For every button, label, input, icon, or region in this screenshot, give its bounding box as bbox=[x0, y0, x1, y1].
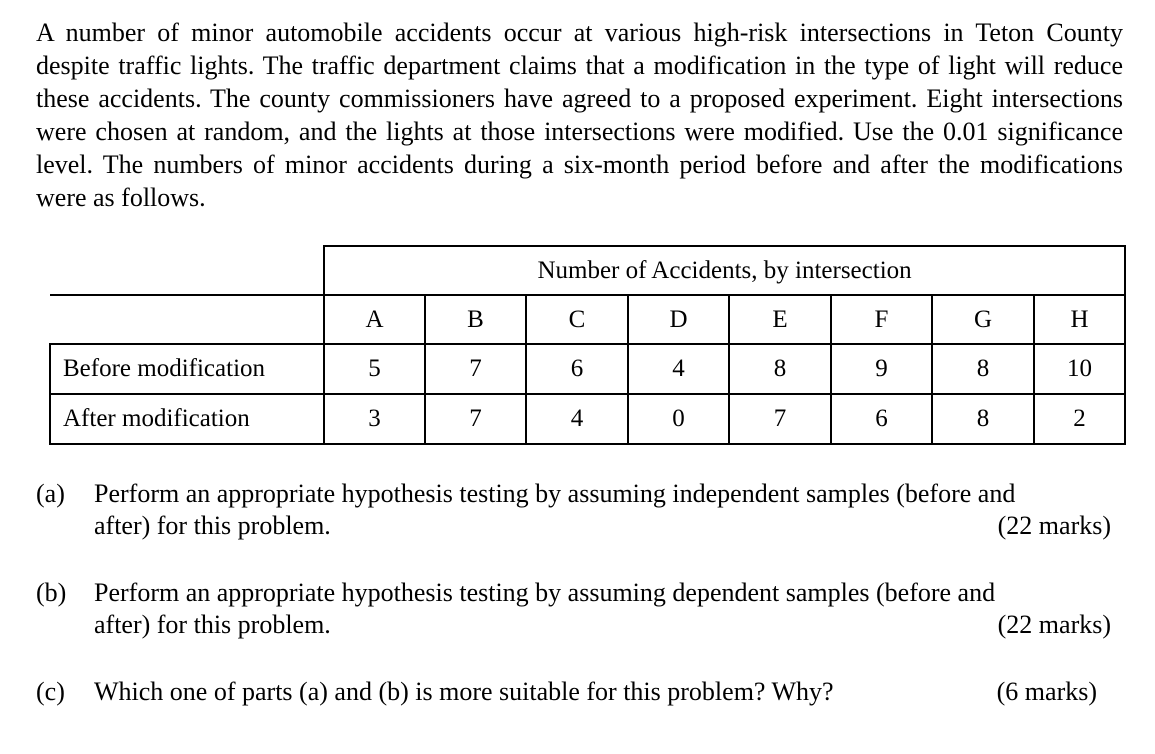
column-header: A bbox=[324, 295, 425, 344]
marks-label: (22 marks) bbox=[997, 511, 1111, 540]
marks-label: (22 marks) bbox=[997, 610, 1111, 639]
question-body bbox=[94, 478, 1123, 542]
table-title-row bbox=[50, 246, 1125, 295]
table-cell: 10 bbox=[1034, 344, 1125, 394]
row-label: Before modification bbox=[50, 344, 324, 394]
table-cell: 9 bbox=[831, 344, 932, 394]
table-cell: 4 bbox=[628, 344, 729, 394]
column-header: F bbox=[831, 295, 932, 344]
row-label: After modification bbox=[50, 394, 324, 444]
question-text: after) for this problem. bbox=[94, 511, 331, 540]
table-row bbox=[50, 344, 1125, 394]
question-a bbox=[36, 478, 1123, 542]
question-body bbox=[94, 577, 1123, 641]
column-header: C bbox=[526, 295, 628, 344]
question-text: Perform an appropriate hypothesis testing by assuming independent samples (before and bbox=[94, 479, 1016, 508]
table-cell: 3 bbox=[324, 394, 425, 444]
table-cell: 0 bbox=[628, 394, 729, 444]
table-cell: 8 bbox=[729, 344, 831, 394]
question-b bbox=[36, 577, 1123, 641]
table-title: Number of Accidents, by intersection bbox=[324, 246, 1125, 295]
problem-statement: A number of minor automobile accidents occur at various high-risk intersections in Teton County despite traffic lights. The traffic department claims that a modification in the type of light will reduce these accidents. The county commissioners have agreed to a proposed experiment. Eight intersections were chosen at random, and the lights at those intersections were modified. Use the 0.01 significance level. The numbers of minor accidents during a six-month period before and after the modifications were as follows. bbox=[36, 18, 1123, 212]
column-header: E bbox=[729, 295, 831, 344]
table-cell: 6 bbox=[526, 344, 628, 394]
column-header: G bbox=[932, 295, 1034, 344]
marks-label: (6 marks) bbox=[996, 677, 1097, 706]
question-body bbox=[94, 676, 1123, 708]
table-cell: 2 bbox=[1034, 394, 1125, 444]
table-cell: 7 bbox=[425, 344, 526, 394]
column-header: B bbox=[425, 295, 526, 344]
accidents-table bbox=[49, 245, 1126, 445]
question-c bbox=[36, 676, 1123, 708]
table-cell: 5 bbox=[324, 344, 425, 394]
table-header-row bbox=[50, 295, 1125, 344]
table-row bbox=[50, 394, 1125, 444]
table-cell: 8 bbox=[932, 344, 1034, 394]
question-text: Which one of parts (a) and (b) is more suitable for this problem? Why? bbox=[94, 677, 834, 706]
question-number: (c) bbox=[36, 677, 65, 706]
question-number: (a) bbox=[36, 479, 65, 508]
question-text: after) for this problem. bbox=[94, 610, 331, 639]
column-header: H bbox=[1034, 295, 1125, 344]
table-cell: 6 bbox=[831, 394, 932, 444]
table-cell: 7 bbox=[425, 394, 526, 444]
table-cell: 7 bbox=[729, 394, 831, 444]
question-number: (b) bbox=[36, 578, 67, 607]
question-text: Perform an appropriate hypothesis testing by assuming dependent samples (before and bbox=[94, 578, 996, 607]
table-cell: 4 bbox=[526, 394, 628, 444]
column-header: D bbox=[628, 295, 729, 344]
table-cell: 8 bbox=[932, 394, 1034, 444]
